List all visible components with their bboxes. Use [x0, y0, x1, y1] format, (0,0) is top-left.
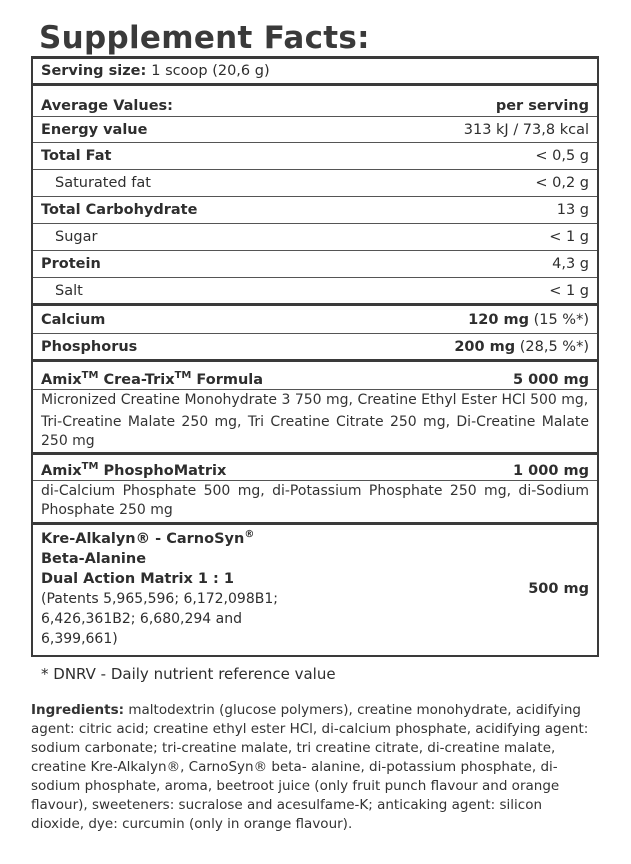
serving-size-label: Serving size:	[41, 63, 147, 79]
mineral-amount: 120 mg	[468, 311, 529, 328]
nutrient-row	[33, 170, 597, 197]
page-title: Supplement Facts:	[39, 20, 370, 56]
nutrient-row	[33, 278, 597, 306]
nutrient-value: 313 kJ / 73,8 kcal	[463, 121, 589, 138]
registered-mark: ®	[244, 529, 255, 541]
phosphomatrix-brand: Amix	[41, 463, 82, 479]
crea-trix-amount: 5 000 mg	[513, 372, 589, 388]
nutrient-name: Total Carbohydrate	[41, 202, 198, 218]
mineral-row	[33, 334, 597, 362]
mineral-amount: 200 mg	[454, 338, 516, 355]
crea-trix-block	[33, 362, 597, 455]
phosphomatrix-block	[33, 455, 597, 525]
tm-mark: TM	[81, 370, 99, 382]
nutrient-row	[33, 143, 597, 170]
nutrient-value: < 0,2 g	[535, 175, 589, 191]
kre-alkalyn-block	[33, 525, 597, 655]
per-serving-label: per serving	[495, 98, 589, 114]
kre-line-5: 6,426,361B2; 6,680,294 and	[41, 611, 242, 627]
kre-line-4: (Patents 5,965,596; 6,172,098B1;	[41, 591, 278, 607]
nutrient-row	[33, 117, 597, 143]
dnrv-footnote: * DNRV - Daily nutrient reference value	[41, 665, 336, 683]
kre-line-1: Kre-Alkalyn® - CarnoSyn	[41, 531, 245, 547]
average-values-label: Average Values:	[41, 98, 173, 114]
mineral-dnrv: (15 %*)	[533, 311, 589, 328]
nutrient-row	[33, 197, 597, 224]
average-values-header	[33, 86, 597, 117]
mineral-name: Phosphorus	[41, 338, 138, 355]
nutrient-row	[33, 251, 597, 278]
ingredients-label: Ingredients:	[31, 702, 125, 718]
supplement-facts-panel	[31, 20, 599, 834]
tm-mark: TM	[81, 461, 99, 473]
crea-trix-desc-2: Tri-Creatine Malate 250 mg, Tri Creatine Citrate 250 mg, Di-Creatine Malate 250 mg	[41, 414, 589, 449]
phosphomatrix-name: PhosphoMatrix	[103, 463, 227, 479]
nutrient-name: Sugar	[55, 229, 98, 245]
nutrient-name: Salt	[55, 282, 83, 299]
nutrient-value: 4,3 g	[552, 256, 589, 272]
phosphomatrix-amount: 1 000 mg	[513, 463, 589, 479]
nutrient-value: < 1 g	[549, 282, 589, 299]
kre-amount: 500 mg	[528, 581, 589, 597]
serving-size-value: 1 scoop (20,6 g)	[151, 63, 270, 79]
phosphomatrix-header	[33, 455, 597, 481]
tm-mark: TM	[174, 370, 192, 382]
phosphomatrix-desc: di-Calcium Phosphate 500 mg, di-Potassium Phosphate 250 mg, di-Sodium Phosphate 250 mg	[41, 483, 589, 518]
nutrient-value: 13 g	[556, 202, 589, 218]
nutrient-name: Energy value	[41, 121, 148, 138]
crea-trix-header	[33, 362, 597, 390]
crea-trix-desc-1: Micronized Creatine Monohydrate 3 750 mg, Creatine Ethyl Ester HCl 500 mg,	[41, 392, 589, 408]
ingredients-list: maltodextrin (glucose polymers), creatine monohydrate, acidifying agent: citric acid; creatine ethyl ester HCl, di-calcium phosphate, acidifying agent: sodium carbonate; tri-creatine malate, tri creatine citrate, di-creatine malate, creatine Kre-Alkalyn®, CarnoSyn® beta- alanine, di-potassium phosphate, di-sodium phosphate, aroma, beetroot juice (only fruit punch flavour and orange flavour), sweeteners: sucralose and acesulfame-K; anticaking agent: silicon dioxide, dye: curcumin (only in orange flavour).	[31, 702, 589, 832]
crea-trix-suffix: Formula	[196, 372, 264, 388]
ingredients-text	[31, 701, 599, 834]
nutrient-value: < 1 g	[549, 229, 589, 245]
mineral-row	[33, 306, 597, 334]
facts-table	[31, 56, 599, 657]
nutrient-row	[33, 224, 597, 251]
nutrient-value: < 0,5 g	[535, 148, 589, 164]
kre-line-6: 6,399,661)	[41, 631, 118, 647]
mineral-name: Calcium	[41, 311, 106, 328]
nutrient-name: Total Fat	[41, 148, 112, 164]
kre-line-3: Dual Action Matrix 1 : 1	[41, 571, 234, 587]
kre-line-2: Beta-Alanine	[41, 551, 147, 567]
crea-trix-name: Crea-Trix	[103, 372, 175, 388]
nutrient-name: Protein	[41, 256, 101, 272]
mineral-dnrv: (28,5 %*)	[519, 338, 589, 355]
crea-trix-brand: Amix	[41, 372, 82, 388]
serving-size-row	[33, 59, 597, 86]
nutrient-name: Saturated fat	[55, 175, 151, 191]
